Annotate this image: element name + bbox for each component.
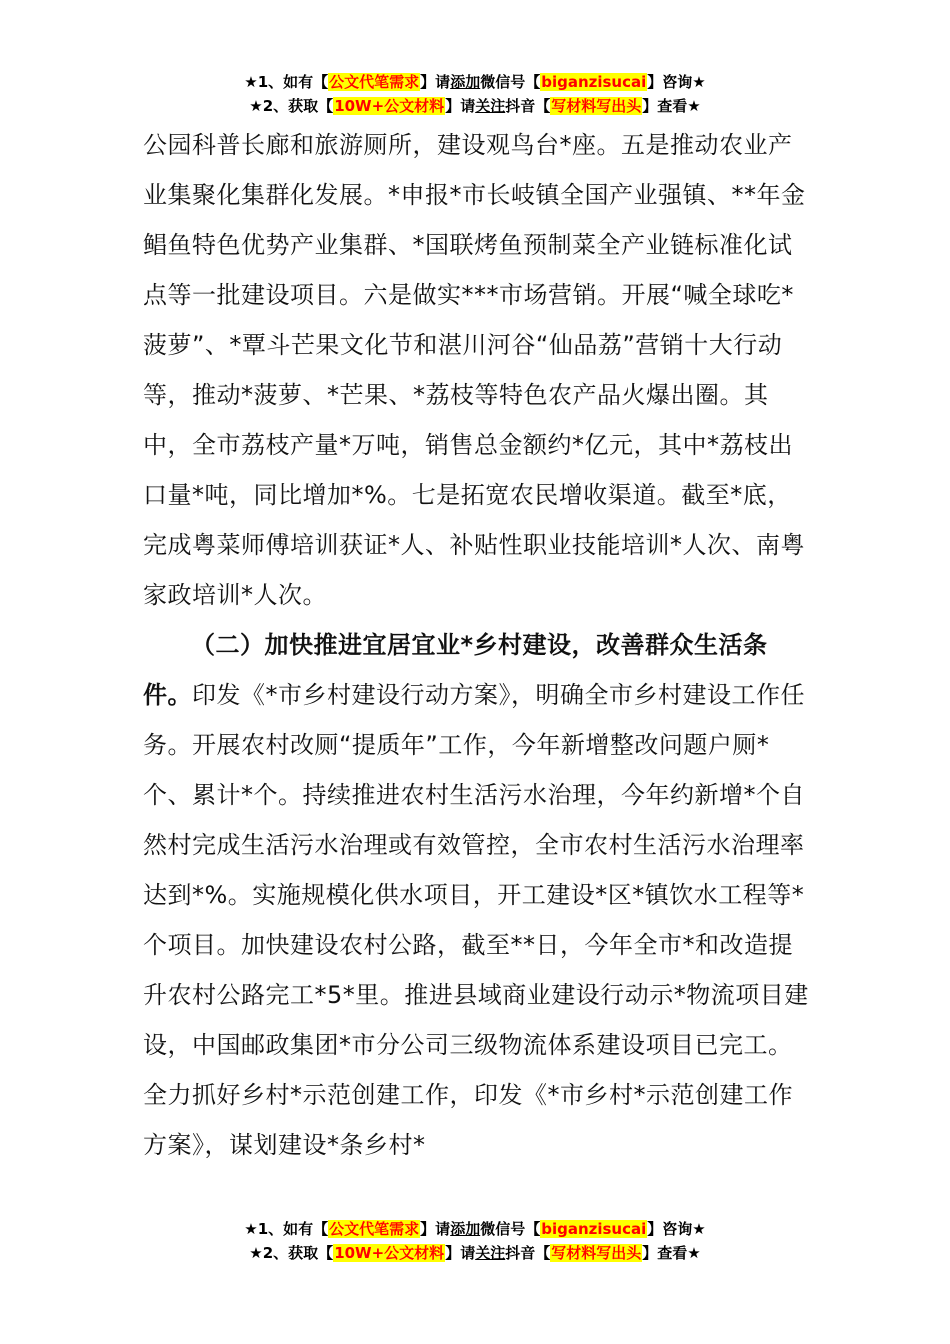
- banner-highlight: 10W+公文材料: [334, 1244, 445, 1262]
- footer-banner: [0, 1217, 950, 1265]
- section-heading: （二）加快推进宜居宜业*乡村建设，改善群众生活条件。: [143, 631, 768, 709]
- banner-text: 】咨询★: [647, 1220, 706, 1238]
- banner-text: 】查看★: [642, 97, 701, 115]
- banner-highlight: 10W+公文材料: [334, 97, 445, 115]
- banner-line-1: [0, 1217, 950, 1241]
- banner-underline: 添加: [450, 1220, 481, 1238]
- banner-highlight: biganzisucai: [541, 73, 647, 91]
- banner-text: 抖音【: [505, 1244, 551, 1262]
- banner-text: 】请: [445, 1244, 476, 1262]
- banner-line-2: [0, 94, 950, 118]
- banner-underline: 添加: [450, 73, 481, 91]
- paragraph-2: [143, 620, 813, 1170]
- banner-text: 】咨询★: [647, 73, 706, 91]
- banner-highlight: 公文代笔需求: [329, 73, 420, 91]
- banner-text: ★2、获取【: [249, 97, 334, 115]
- banner-text: ★1、如有【: [244, 73, 329, 91]
- banner-text: 】请: [445, 97, 476, 115]
- paragraph-1: 公园科普长廊和旅游厕所，建设观鸟台*座。五是推动农业产业集聚化集群化发展。*申报*市长岐镇全国产业强镇、**年金鲳鱼特色优势产业集群、*国联烤鱼预制菜全产业链标准化试点等一批建设项目。六是做实***市场营销。开展“喊全球吃*菠萝”、*覃斗芒果文化节和湛川河谷“仙品荔”营销十大行动等，推动*菠萝、*芒果、*荔枝等特色农产品火爆出圈。其中，全市荔枝产量*万吨，销售总金额约*亿元，其中*荔枝出口量*吨，同比增加*%。七是拓宽农民增收渠道。截至*底，完成粤菜师傅培训获证*人、补贴性职业技能培训*人次、南粤家政培训*人次。: [143, 131, 806, 609]
- banner-text: 抖音【: [505, 97, 551, 115]
- banner-text: 微信号【: [480, 1220, 541, 1238]
- banner-underline: 关注: [475, 1244, 506, 1262]
- banner-highlight: 公文代笔需求: [329, 1220, 420, 1238]
- banner-text: 】请: [420, 73, 451, 91]
- banner-text: 】请: [420, 1220, 451, 1238]
- banner-text: ★2、获取【: [249, 1244, 334, 1262]
- banner-line-2: [0, 1241, 950, 1265]
- banner-highlight: 写材料写出头: [551, 97, 642, 115]
- banner-highlight: 写材料写出头: [551, 1244, 642, 1262]
- paragraph-2-text: 印发《*市乡村建设行动方案》，明确全市乡村建设工作任务。开展农村改厕“提质年”工作，今年新增整改问题户厕*个、累计*个。持续推进农村生活污水治理，今年约新增*个自然村完成生活污水治理或有效管控，全市农村生活污水治理率达到*%。实施规模化供水项目，开工建设*区*镇饮水工程等*个项目。加快建设农村公路，截至**日，今年全市*和改造提升农村公路完工*5*里。推进县域商业建设行动示*物流项目建设，中国邮政集团*市分公司三级物流体系建设项目已完工。全力抓好乡村*示范创建工作，印发《*市乡村*示范创建工作方案》，谋划建设*条乡村*: [143, 681, 809, 1159]
- banner-highlight: biganzisucai: [541, 1220, 647, 1238]
- banner-text: ★1、如有【: [244, 1220, 329, 1238]
- banner-text: 微信号【: [480, 73, 541, 91]
- banner-text: 】查看★: [642, 1244, 701, 1262]
- document-body: [143, 120, 813, 1170]
- banner-underline: 关注: [475, 97, 506, 115]
- header-banner: [0, 70, 950, 118]
- banner-line-1: [0, 70, 950, 94]
